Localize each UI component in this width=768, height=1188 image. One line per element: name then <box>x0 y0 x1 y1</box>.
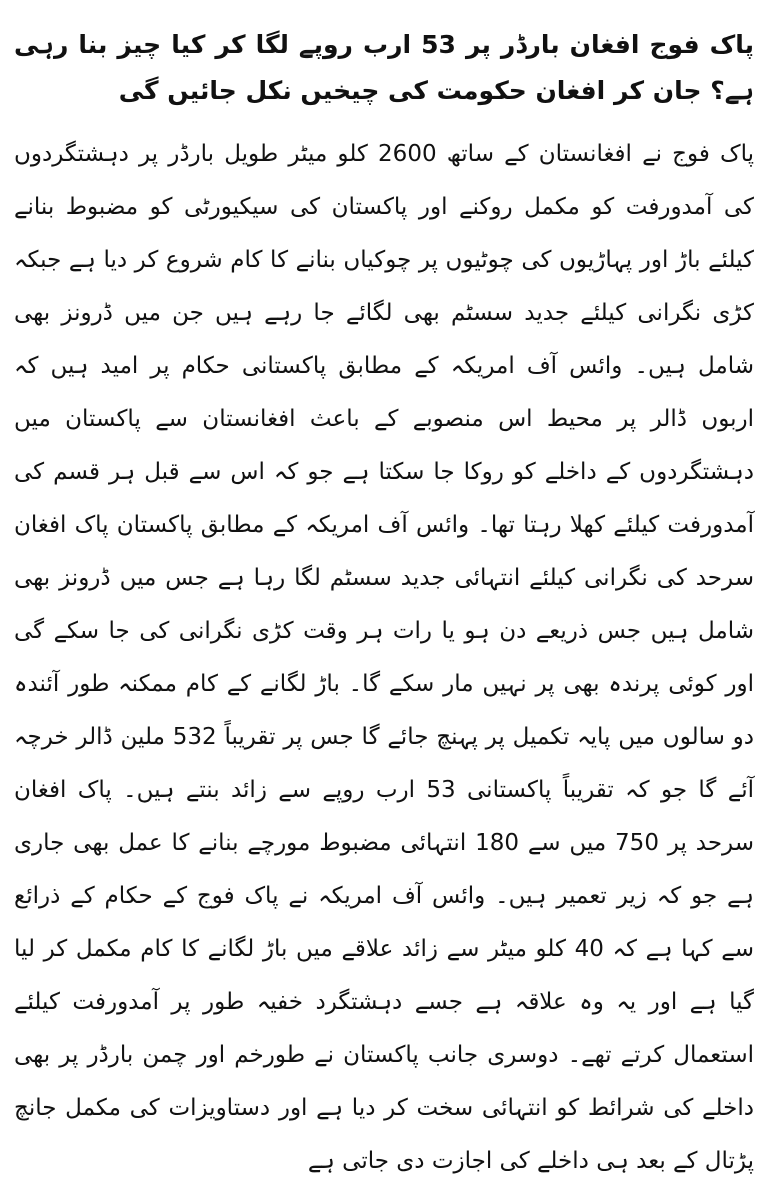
article <box>14 22 754 1188</box>
article-headline: پاک فوج افغان بارڈر پر 53 ارب روپے لگا کر کیا چیز بنا رہی ہے؟ جان کر افغان حکومت کی چیخیں نکل جائیں گی <box>14 30 754 105</box>
article-body: پاک فوج نے افغانستان کے ساتھ 2600 کلو میٹر طویل بارڈر پر دہشتگردوں کی آمدورفت کو مکمل روکنے اور پاکستان کی سیکیورٹی کو مضبوط بنانے کیلئے باڑ اور پہاڑیوں کی چوٹیوں پر چوکیاں بنانے کا کام شروع کر دیا ہے جبکہ کڑی نگرانی کیلئے جدید سسٹم بھی لگائے جا رہے ہیں جن میں ڈرونز بھی شامل ہیں۔ وائس آف امریکہ کے مطابق پاکستانی حکام پر امید ہیں کہ اربوں ڈالر پر محیط اس منصوبے کے باعث افغانستان سے پاکستان میں دہشتگردوں کے داخلے کو روکا جا سکتا ہے جو کہ اس سے قبل ہر قسم کی آمدورفت کیلئے کھلا رہتا تھا۔ وائس آف امریکہ کے مطابق پاکستان پاک افغان سرحد کی نگرانی کیلئے انتہائی جدید سسٹم لگا رہا ہے جس میں ڈرونز بھی شامل ہیں جس ذریعے دن ہو یا رات ہر وقت کڑی نگرانی کی جا سکے گی اور کوئی پرندہ بھی پر نہیں مار سکے گا۔ باڑ لگانے کے کام ممکنہ طور آئندہ دو سالوں میں پایہ تکمیل پر پہنچ جائے گا جس پر تقریباً 532 ملین ڈالر خرچہ آئے گا جو کہ تقریباً پاکستانی 53 ارب روپے سے زائد بنتے ہیں۔ پاک افغان سرحد پر 750 میں سے 180 انتہائی مضبوط مورچے بنانے کا عمل بھی جاری ہے جو کہ زیر تعمیر ہیں۔ وائس آف امریکہ نے پاک فوج کے حکام کے ذرائع سے کہا ہے کہ 40 کلو میٹر سے زائد علاقے میں باڑ لگانے کا کام مکمل کر لیا گیا ہے اور یہ وہ علاقہ ہے جسے دہشتگرد خفیہ طور پر آمدورفت کیلئے استعمال کرتے تھے۔ دوسری جانب پاکستان نے طورخم اور چمن بارڈر پر بھی داخلے کی شرائط کو انتہائی سخت کر دیا ہے اور دستاویزات کی مکمل جانچ پڑتال کے بعد ہی داخلے کی اجازت دی جاتی ہے <box>14 141 755 1174</box>
